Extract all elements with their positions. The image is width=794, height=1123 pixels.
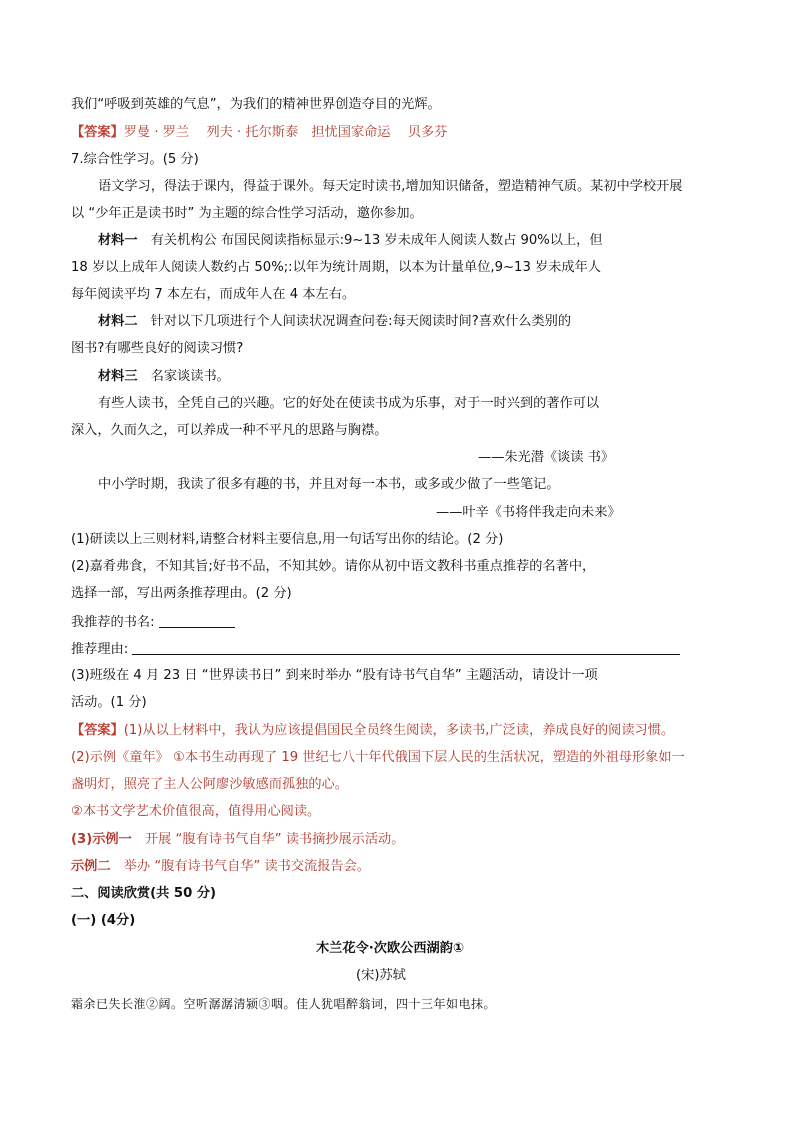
sub-question: (2)嘉肴弗食，不知其旨;好书不品，不知其妙。请你从初中语文教科书重点推荐的名著中， [71,559,596,574]
recommend-reason-label: 推荐理由: [71,642,129,657]
sub-question: (3)班级在 4 月 23 日 “世界读书日” 到来时举办 “股有诗书气自华” 主题活动，请设计一项 [71,668,598,683]
material-2-line: 图书?有哪些良好的阅读习惯? [71,341,244,356]
material-1-label: 材料一 [98,233,138,248]
material-2-label: 材料二 [98,314,138,329]
paragraph-line: 以 “少年正是读书时” 为主题的综合性学习活动，邀你参加。 [71,206,423,221]
section-heading: 二、阅读欣赏(共 50 分) [71,886,217,901]
quote-source: ——朱光潜《谈读 书》 [478,450,615,465]
answer-label: 【答案】 [71,723,124,738]
answer-line [71,831,404,849]
answer-line: 盏明灯，照亮了主人公阿廖沙敏感而孤独的心。 [71,777,348,792]
material-1-line: 每年阅读平均 7 本左右，而成年人在 4 本左右。 [71,287,356,302]
recommend-book-row [71,613,235,632]
material-1-line [98,232,603,250]
example-label: (3)示例一 [71,832,132,847]
quote-line: 深入，久而久之，可以养成一种不平凡的思路与胸襟。 [71,423,388,438]
answer-line [71,858,370,876]
sub-question: 选择一部，写出两条推荐理由。(2 分) [71,586,292,601]
quote-line: 有些人读书，全凭自己的兴趣。它的好处在使读书成为乐事，对于一时兴到的著作可以 [98,396,600,411]
answer-line: ②本书文学艺术价值很高，值得用心阅读。 [71,804,321,819]
recommend-book-label: 我推荐的书名: [71,615,155,630]
recommend-reason-row [71,640,680,659]
sub-question: 活动。(1 分) [71,695,147,710]
sub-question: (1)研读以上三则材料,请整合材料主要信息,用一句话写出你的结论。(2 分) [71,532,504,547]
answer-line [71,722,674,740]
paragraph-line: 语文学习，得法于课内，得益于课外。每天定时读书,增加知识储备，塑造精神气质。某初中学校开展 [98,179,683,194]
material-2-line [98,313,571,331]
material-3-line [98,368,230,386]
subsection-heading: (一) (4分) [71,913,136,928]
quote-line: 中小学时期，我读了很多有趣的书，并且对每一本书，或多或少做了一些笔记。 [98,477,560,492]
answer-label: 【答案】 [71,125,124,140]
poem-title: 木兰花令·次欧公西湖韵① [316,941,465,956]
answer-line [71,124,447,142]
answer-text: (1)从以上材料中，我认为应该提倡国民全员终生阅读，多读书,广泛读，养成良好的阅读习惯。 [123,723,675,738]
example-label: 示例二 [71,859,111,874]
material-2-text: 针对以下几项进行个人间读状况调查问卷:每天阅读时间?喜欢什么类别的 [137,314,572,329]
answer-text: 罗曼 · 罗兰 列夫 · 托尔斯泰 担忧国家命运 贝多芬 [123,125,448,140]
material-1-text: 有关机构公 布国民阅读指标显示:9~13 岁未成年人阅读人数占 90%以上，但 [137,233,603,248]
poem-line: 霜余已失长淮②阔。空听潺潺清颍③咽。佳人犹唱醉翁词，四十三年如电抹。 [71,997,497,1011]
reason-blank[interactable] [132,640,680,655]
answer-line: (2)示例《童年》 ①本书生动再现了 19 世纪七八十年代俄国下层人民的生活状况，塑造的外祖母形象如一 [71,750,685,765]
material-3-text: 名家谈读书。 [137,369,230,384]
text-line: 我们“呼吸到英雄的气息”，为我们的精神世界创造夺目的光辉。 [71,97,441,112]
material-1-line: 18 岁以上成年人阅读人数约占 50%;:以年为统计周期，以本为计量单位,9~13 岁未成年人 [71,260,601,275]
material-3-label: 材料三 [98,369,138,384]
book-name-blank[interactable] [159,613,235,628]
quote-source: ——叶辛《书将伴我走向未来》 [436,505,621,520]
example-text: 举办 “腹有诗书气自华” 读书交流报告会。 [110,859,370,874]
question-heading: 7.综合性学习。(5 分) [71,152,199,167]
poem-author: (宋)苏轼 [356,968,406,983]
example-text: 开展 “腹有诗书气自华” 读书摘抄展示活动。 [131,832,405,847]
